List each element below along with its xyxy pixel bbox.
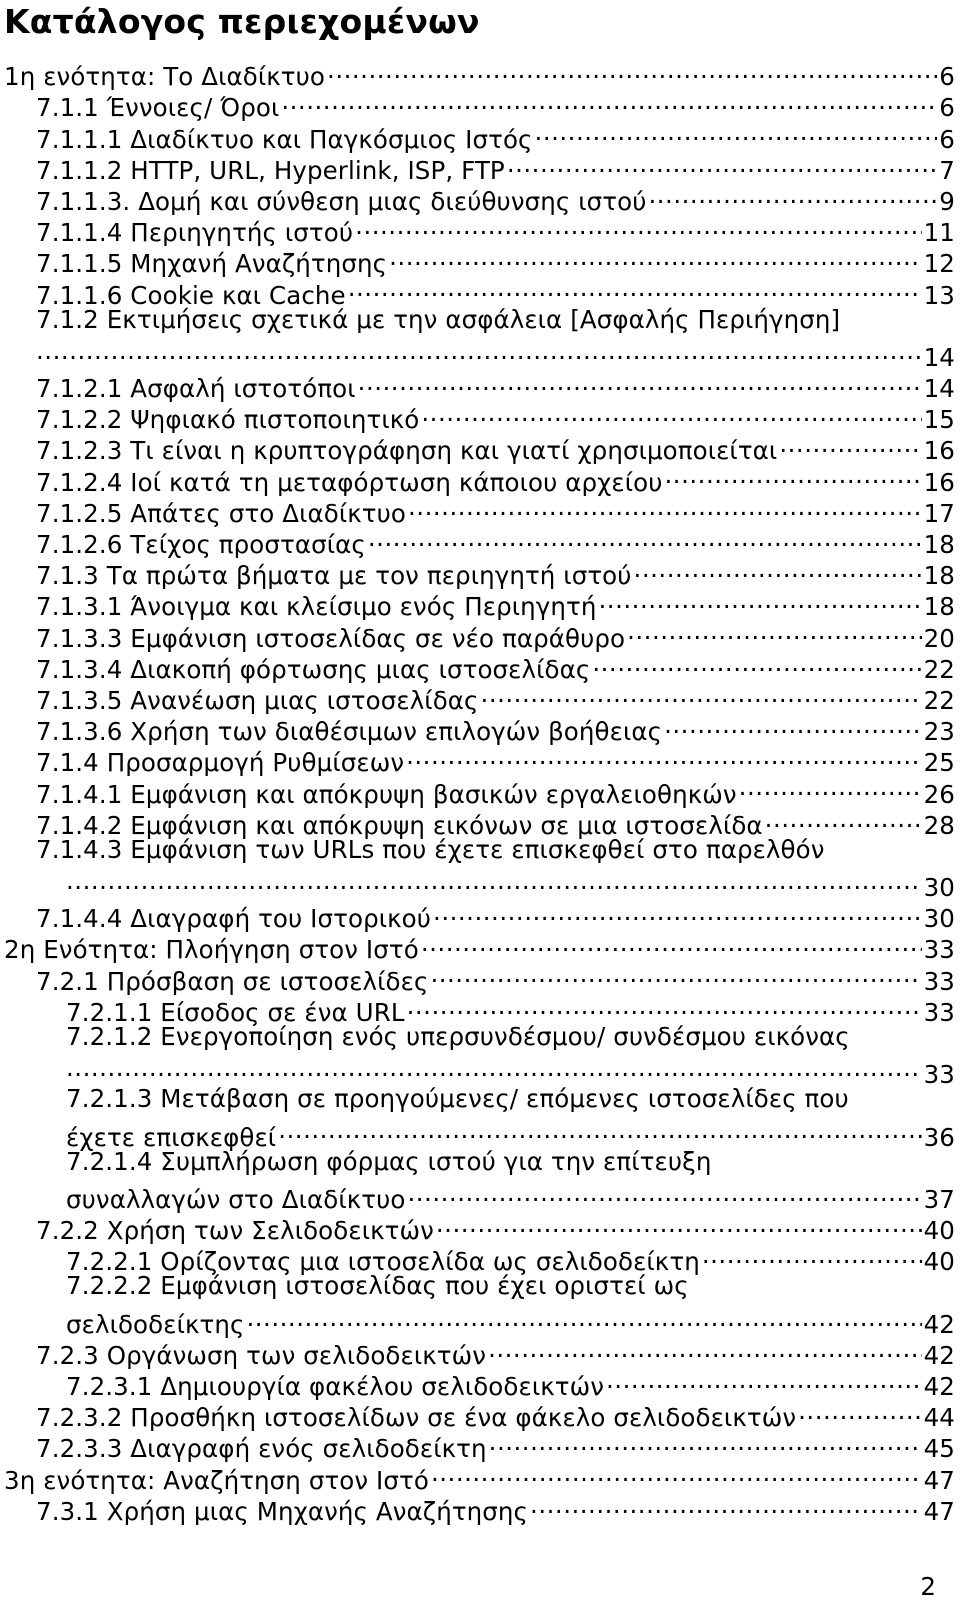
toc-entry-text: 7.1.3.6 Χρήση των διαθέσιμων επιλογών βοήθειας [36,717,663,747]
dot-leader [421,927,922,958]
toc-entry-text: 7.2.3 Οργάνωση των σελιδοδεικτών [36,1340,487,1370]
toc-entry[interactable] [66,1270,960,1301]
toc-page-number: 36 [923,1122,955,1152]
toc-entry-text: 7.1.2.2 Ψηφιακό πιστοποιητικό [36,405,420,435]
toc-entry-text: 7.1.3.4 Διακοπή φόρτωσης μιας ιστοσελίδας [36,654,591,684]
toc-page-number: 22 [923,685,955,715]
toc-page-number: 16 [923,436,955,466]
dot-leader [433,896,922,927]
toc-page-number: 25 [923,748,955,778]
toc-entry-text: 7.2.1.1 Είσοδος σε ένα URL [66,997,405,1027]
dot-leader [430,958,921,989]
page-number-footer: 2 [920,1572,936,1601]
toc-page-number: 23 [923,717,955,747]
toc-entry-text: 7.1.3.1 Άνοιγμα και κλείσιμο ενός Περιηγητή [36,592,597,622]
toc-page-number: 17 [923,498,955,528]
toc-page-number: 14 [923,374,955,404]
toc-entry-continuation[interactable] [66,1114,960,1152]
toc-entry-text: 7.2.3.1 Δημιουργία φακέλου σελιδοδεικτών [66,1372,605,1402]
dot-leader [634,553,922,584]
dot-leader [481,678,922,709]
toc-entry[interactable] [36,834,960,865]
toc-entry-text: 7.1.4 Προσαρμογή Ρυθμίσεων [36,748,405,778]
toc-entry-text: 7.2.2.1 Ορίζοντας μια ιστοσελίδα ως σελιδοδείκτη [66,1247,700,1277]
toc-entry-text: 7.1.3 Τα πρώτα βήματα με τον περιηγητή ιστού [36,561,632,591]
dot-leader [702,1239,922,1270]
toc-page-number: 6 [939,93,955,123]
toc-page-number: 28 [923,810,955,840]
toc-entry[interactable] [36,459,960,497]
toc-page-number: 6 [939,124,955,154]
toc-entry[interactable] [36,1208,960,1246]
dot-leader [246,1302,921,1333]
toc-page-number: 44 [923,1403,955,1433]
toc-page-number: 40 [923,1216,955,1246]
dot-leader [66,865,922,896]
dot-leader [488,1333,922,1364]
toc-entry-text: 7.2.1.2 Ενεργοποίηση ενός υπερσυνδέσμου/ συνδέσμου εικόνας [66,1021,850,1051]
dot-leader [648,179,937,210]
dot-leader [407,1177,921,1208]
dot-leader [368,522,922,553]
toc-entry[interactable] [36,116,960,154]
toc-entry[interactable] [66,1083,960,1114]
toc-entry-text: 7.2.1.4 Συμπλήρωση φόρμας ιστού για την επίτευξη [66,1146,712,1176]
toc-page-number: 33 [923,935,955,965]
toc-entry-text: 2η Ενότητα: Πλοήγηση στον Ιστό [4,935,419,965]
toc-entry-section-2[interactable] [4,927,960,965]
toc-entry[interactable] [36,740,960,778]
toc-entry-text: 3η ενότητα: Αναζήτηση στον Ιστό [4,1465,429,1495]
toc-entry[interactable] [66,1364,960,1402]
toc-entry[interactable] [36,647,960,684]
toc-entry-continuation[interactable] [66,1052,960,1090]
toc-entry-text: συναλλαγών στο Διαδίκτυο [66,1184,406,1214]
dot-leader [627,615,922,646]
toc-page-number: 11 [923,218,955,248]
dot-leader [489,1426,922,1457]
toc-page-number: 14 [923,342,955,372]
toc-entry-text: έχετε επισκεφθεί [66,1122,277,1152]
toc-page-number: 22 [923,654,955,684]
toc-entry[interactable] [36,241,960,279]
toc-entry-text: 7.2.3.3 Διαγραφή ενός σελιδοδείκτη [36,1434,487,1464]
toc-entry[interactable] [36,428,960,466]
toc-page-number: 16 [923,467,955,497]
toc-entry[interactable] [36,584,960,622]
toc-page-number: 9 [939,186,955,216]
dot-leader [739,771,922,802]
toc-entry-text: 7.1.2.3 Τι είναι η κρυπτογράφηση και γιατί χρησιμοποιείται [36,436,778,466]
toc-entry[interactable] [36,803,960,840]
toc-page-number: 18 [923,592,955,622]
toc-page-number: 26 [923,779,955,809]
toc-page-number: 47 [923,1465,955,1495]
dot-leader [407,990,922,1021]
toc-entry-continuation[interactable] [66,865,960,903]
dot-leader [281,85,937,116]
toc-entry[interactable] [36,615,960,653]
toc-page-number: 6 [939,62,955,92]
toc-entry-continuation[interactable] [66,1302,960,1339]
toc-entry-text: 7.1.2.5 Απάτες στο Διαδίκτυο [36,498,407,528]
dot-leader [36,335,922,366]
table-of-contents [0,54,960,1526]
toc-entry-text: 7.2.2 Χρήση των Σελιδοδεικτών [36,1216,434,1246]
toc-page-number: 37 [923,1184,955,1214]
toc-page-number: 30 [923,904,955,934]
toc-entry-text: 7.1.1 Έννοιες/ Όροι [36,93,280,123]
dot-leader [355,210,921,241]
dot-leader [327,54,937,85]
toc-entry[interactable] [36,148,960,185]
dot-leader [535,116,938,147]
toc-entry[interactable] [36,304,960,335]
toc-entry[interactable] [66,1021,960,1052]
toc-entry-text: 7.1.1.1 Διαδίκτυο και Παγκόσμιος Ιστός [36,124,533,154]
toc-entry[interactable] [36,522,960,559]
dot-leader [421,397,921,428]
toc-page-number: 33 [923,966,955,996]
toc-entry-text: 7.1.2.4 Ιοί κατά τη μεταφόρτωση κάποιου αρχείου [36,467,663,497]
dot-leader [436,1208,922,1239]
toc-entry-text: 7.1.3.3 Εμφάνιση ιστοσελίδας σε νέο παράθυρο [36,623,626,653]
toc-entry-text: 7.1.4.2 Εμφάνιση και απόκρυψη εικόνων σε μια ιστοσελίδα [36,810,763,840]
toc-entry-text: 7.1.1.2 HTTP, URL, Hyperlink, ISP, FTP [36,155,505,185]
dot-leader [507,148,937,179]
toc-entry-text: 7.1.3.5 Ανανέωση μιας ιστοσελίδας [36,685,479,715]
dot-leader [406,740,922,771]
toc-page-number: 18 [923,561,955,591]
toc-entry[interactable] [36,1426,960,1464]
toc-entry-text: 7.1.1.3. Δομή και σύνθεση μιας διεύθυνσης ιστού [36,186,647,216]
toc-entry-text: 7.1.2 Εκτιμήσεις σχετικά με την ασφάλεια [Ασφαλής Περιήγηση] [36,304,841,334]
toc-entry[interactable] [36,709,960,747]
toc-entry[interactable] [66,990,960,1027]
toc-entry[interactable] [36,366,960,404]
toc-entry[interactable] [36,771,960,809]
dot-leader [779,428,921,459]
toc-page-number: 45 [923,1434,955,1464]
toc-page-number: 20 [923,623,955,653]
toc-entry-text: 7.2.3.2 Προσθήκη ιστοσελίδων σε ένα φάκελο σελιδοδεικτών [36,1403,797,1433]
toc-entry[interactable] [36,958,960,996]
dot-leader [431,1457,922,1488]
toc-page-number: 42 [923,1309,955,1339]
toc-entry-text: 7.1.2.1 Ασφαλή ιστοτόποι [36,374,356,404]
toc-page-number: 42 [923,1372,955,1402]
toc-entry[interactable] [36,179,960,216]
toc-page-number: 33 [923,997,955,1027]
toc-entry-section-3[interactable] [4,1457,960,1495]
toc-page-number: 12 [923,249,955,279]
toc-entry-text: 7.1.4.1 Εμφάνιση και απόκρυψη βασικών εργαλειοθηκών [36,779,737,809]
dot-leader [664,709,922,740]
toc-entry-text: 7.1.4.4 Διαγραφή του Ιστορικού [36,904,432,934]
toc-entry-text: 7.1.2.6 Τείχος προστασίας [36,530,366,559]
dot-leader [606,1364,922,1395]
toc-entry[interactable] [66,1239,960,1277]
toc-entry[interactable] [36,1395,960,1433]
dot-leader [592,647,921,678]
toc-entry-text: 7.2.2.2 Εμφάνιση ιστοσελίδας που έχει οριστεί ως [66,1271,689,1301]
dot-leader [389,241,921,272]
toc-page-number: 47 [923,1496,955,1526]
toc-entry-text: 7.2.1.3 Μετάβαση σε προηγούμενες/ επόμενες ιστοσελίδες που [66,1084,849,1114]
dot-leader [278,1114,921,1145]
toc-entry-text: 7.3.1 Χρήση μιας Μηχανής Αναζήτησης [36,1496,529,1526]
toc-page-number: 33 [923,1060,955,1090]
toc-title: Κατάλογος περιεχομένων [4,2,480,41]
toc-entry[interactable] [36,1489,960,1526]
toc-entry-text: 7.1.1.4 Περιηγητής ιστού [36,218,354,248]
toc-entry[interactable] [36,272,960,310]
toc-entry-text: 7.2.1 Πρόσβαση σε ιστοσελίδες [36,966,429,996]
toc-page-number: 7 [939,155,955,185]
toc-entry[interactable] [36,678,960,715]
dot-leader [358,366,922,397]
toc-page-number: 15 [923,405,955,435]
toc-entry[interactable] [36,210,960,248]
toc-page-number: 13 [923,280,955,310]
toc-entry[interactable] [36,397,960,435]
toc-entry-text: σελιδοδείκτης [66,1309,245,1339]
toc-entry-section-1[interactable] [4,54,960,92]
toc-page-number: 40 [923,1247,955,1277]
toc-entry-continuation[interactable] [36,335,960,372]
toc-entry-text: 7.1.1.5 Μηχανή Αναζήτησης [36,249,388,279]
dot-leader [665,459,922,490]
dot-leader [530,1489,922,1520]
toc-entry-text: 1η ενότητα: Το Διαδίκτυο [4,62,326,92]
toc-entry-text: 7.1.4.3 Εμφάνιση των URLs που έχετε επισκεφθεί στο παρελθόν [36,834,825,864]
dot-leader [599,584,922,615]
toc-entry[interactable] [66,1146,960,1177]
toc-entry[interactable] [36,85,960,123]
toc-entry[interactable] [36,553,960,591]
toc-entry[interactable] [36,896,960,934]
toc-entry[interactable] [36,1333,960,1370]
dot-leader [348,272,922,303]
toc-entry-text: 7.1.1.6 Cookie και Cache [36,280,346,310]
toc-page-number: 18 [923,530,955,559]
toc-entry[interactable] [36,491,960,528]
dot-leader [66,1052,922,1083]
dot-leader [765,803,922,834]
dot-leader [798,1395,921,1426]
toc-entry-continuation[interactable] [66,1177,960,1214]
toc-page-number: 30 [923,873,955,903]
toc-page-number: 42 [923,1340,955,1370]
dot-leader [408,491,922,522]
